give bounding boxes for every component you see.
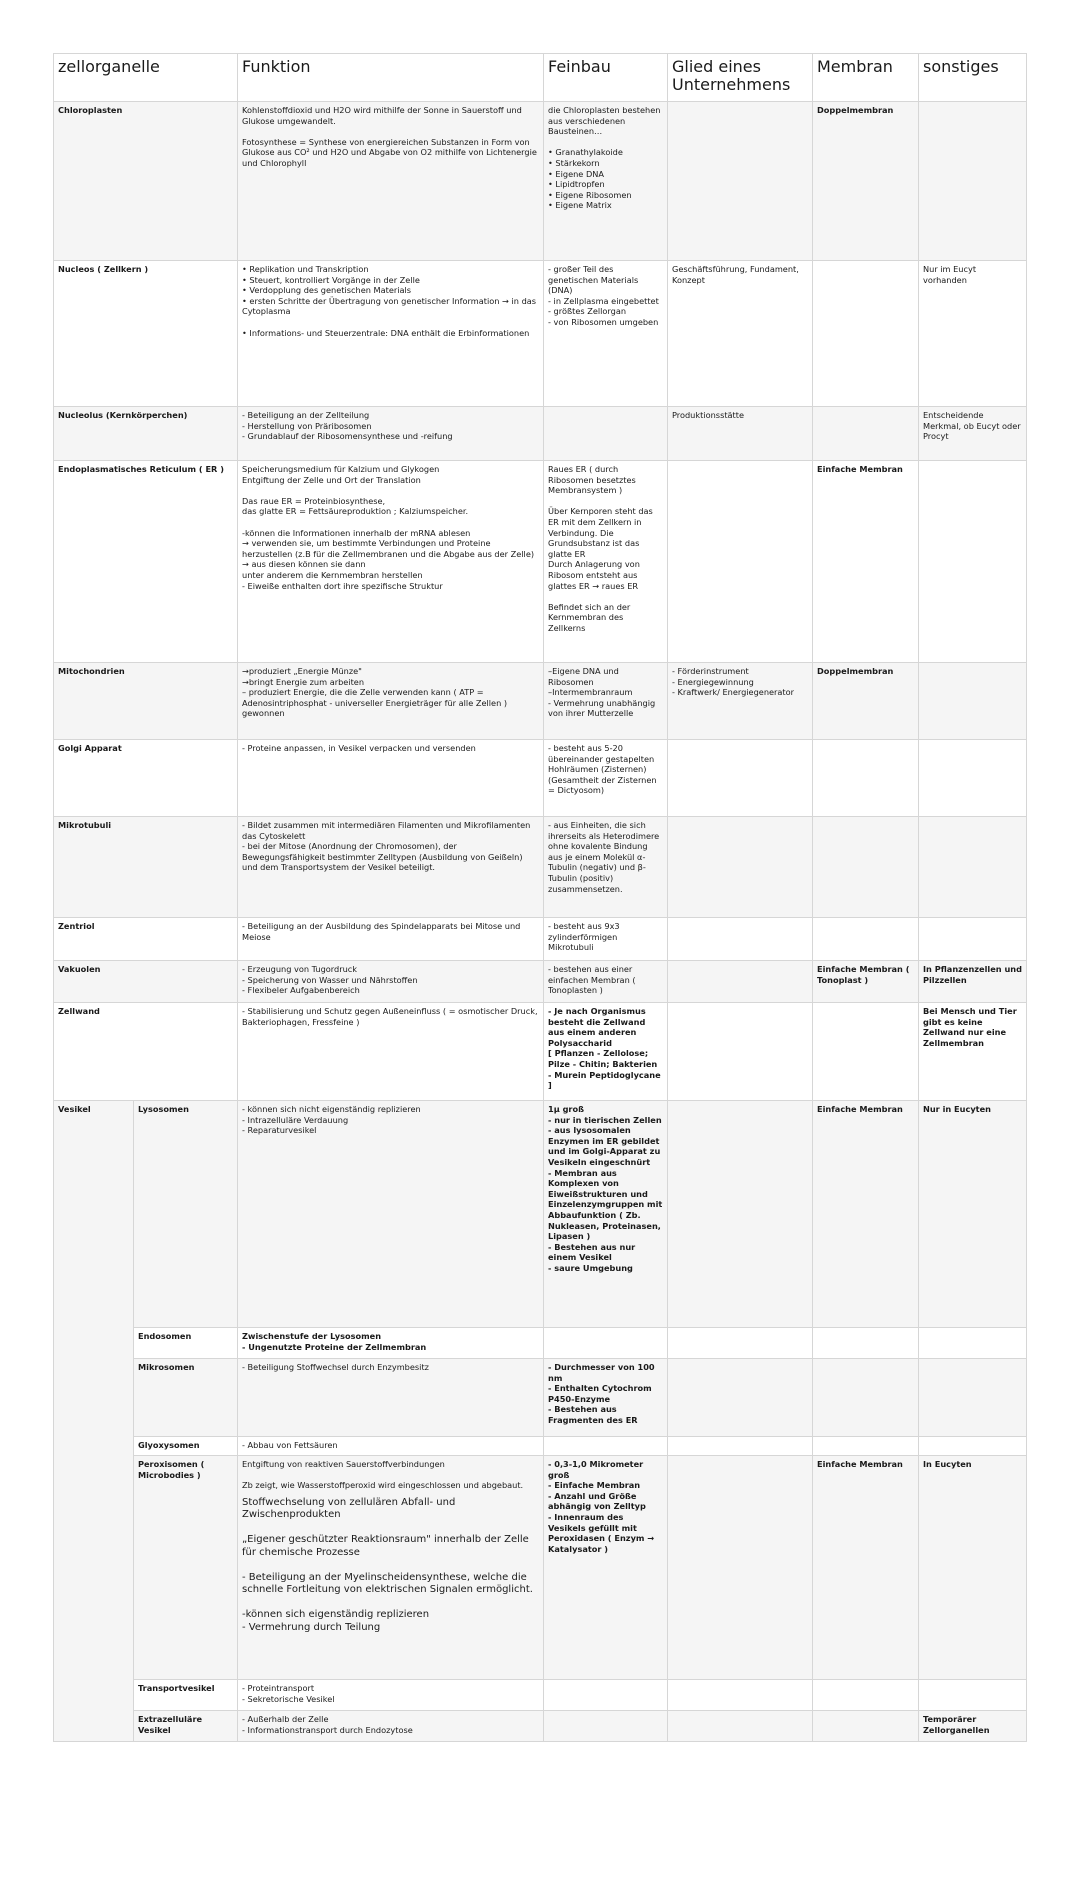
header-other: sonstiges xyxy=(919,54,1027,102)
row-name: Golgi Apparat xyxy=(54,740,238,817)
row-name: Endosomen xyxy=(134,1328,238,1359)
cell-membrane xyxy=(813,407,919,461)
row-name: Zentriol xyxy=(54,918,238,961)
row-name: Transportvesikel xyxy=(134,1680,238,1711)
cell-membrane xyxy=(813,918,919,961)
cell-other xyxy=(919,1437,1027,1456)
cell-membrane: Einfache Membran xyxy=(813,461,919,663)
cell-function: - Beteiligung Stoffwechsel durch Enzymbesitz xyxy=(238,1359,544,1437)
cell-function: Speicherungsmedium für Kalzium und Glykogen Entgiftung der Zelle und Ort der Translation Das raue ER = Proteinbiosynthese, das glatte ER = Fettsäureproduktion ; Kalziumspeicher. -können die Informationen innerhalb der mRNA ablesen → verwenden sie, um bestimmte Verbindungen und Proteine herzustellen (z.B für die Zellmembranen und die Abgabe aus der Zelle) → aus diesen können sie dann unter anderem die Kernmembran herstellen - Eiweiße enthalten dort ihre spezifische Struktur xyxy=(238,461,544,663)
cell-function: →produziert „Energie Münze" →bringt Energie zum arbeiten – produziert Energie, die die Zelle verwenden kann ( ATP = Adenosintriphosphat - universeller Energieträger für alle Zellen ) gewonnen xyxy=(238,663,544,740)
cell-structure xyxy=(544,407,668,461)
table-row xyxy=(54,261,1027,407)
cell-company: Geschäftsführung, Fundament, Konzept xyxy=(668,261,813,407)
organelle-table xyxy=(53,53,1027,1742)
cell-membrane: Einfache Membran ( Tonoplast ) xyxy=(813,961,919,1003)
row-name: Nucleos ( Zellkern ) xyxy=(54,261,238,407)
table-row xyxy=(54,1711,1027,1742)
row-name: Extrazelluläre Vesikel xyxy=(134,1711,238,1742)
cell-company: Produktionsstätte xyxy=(668,407,813,461)
table-row xyxy=(54,918,1027,961)
table-row xyxy=(54,663,1027,740)
cell-structure: - Durchmesser von 100 nm - Enthalten Cytochrom P450-Enzyme - Bestehen aus Fragmenten des ER xyxy=(544,1359,668,1437)
cell-company xyxy=(668,1003,813,1101)
table-row xyxy=(54,1359,1027,1437)
cell-structure: - besteht aus 9x3 zylinderförmigen Mikrotubuli xyxy=(544,918,668,961)
cell-membrane xyxy=(813,740,919,817)
cell-function xyxy=(238,1456,544,1680)
cell-membrane xyxy=(813,1711,919,1742)
organelle-table-sheet xyxy=(53,53,1026,1742)
cell-company xyxy=(668,1456,813,1680)
cell-other xyxy=(919,663,1027,740)
cell-function: - Proteintransport - Sekretorische Vesikel xyxy=(238,1680,544,1711)
cell-company: - Förderinstrument - Energiegewinnung - Kraftwerk/ Energiegenerator xyxy=(668,663,813,740)
cell-structure: - aus Einheiten, die sich ihrerseits als Heterodimere ohne kovalente Bindung aus je einem Molekül α-Tubulin (negativ) und β-Tubulin (positiv) zusammensetzen. xyxy=(544,817,668,918)
cell-membrane xyxy=(813,1003,919,1101)
row-name: Vakuolen xyxy=(54,961,238,1003)
table-row xyxy=(54,1328,1027,1359)
cell-function: - Proteine anpassen, in Vesikel verpacken und versenden xyxy=(238,740,544,817)
table-row xyxy=(54,1456,1027,1680)
cell-membrane: Doppelmembran xyxy=(813,102,919,261)
cell-structure: - bestehen aus einer einfachen Membran ( Tonoplasten ) xyxy=(544,961,668,1003)
cell-other: Entscheidende Merkmal, ob Eucyt oder Procyt xyxy=(919,407,1027,461)
row-name: Lysosomen xyxy=(134,1101,238,1328)
cell-other xyxy=(919,1328,1027,1359)
cell-structure xyxy=(544,1437,668,1456)
cell-other: Bei Mensch und Tier gibt es keine Zellwand nur eine Zellmembran xyxy=(919,1003,1027,1101)
row-name: Mikrotubuli xyxy=(54,817,238,918)
table-row xyxy=(54,1437,1027,1456)
cell-structure xyxy=(544,1328,668,1359)
cell-company xyxy=(668,918,813,961)
row-name: Zellwand xyxy=(54,1003,238,1101)
header-company: Glied eines Unternehmens xyxy=(668,54,813,102)
vesikel-group-name: Vesikel xyxy=(54,1101,134,1742)
cell-other xyxy=(919,740,1027,817)
cell-function: - Stabilisierung und Schutz gegen Außeneinfluss ( = osmotischer Druck, Bakteriophagen, Fressfeine ) xyxy=(238,1003,544,1101)
table-row xyxy=(54,961,1027,1003)
header-function: Funktion xyxy=(238,54,544,102)
table-row xyxy=(54,1680,1027,1711)
cell-function: - Erzeugung von Tugordruck - Speicherung von Wasser und Nährstoffen - Flexibeler Aufgabenbereich xyxy=(238,961,544,1003)
row-name: Chloroplasten xyxy=(54,102,238,261)
cell-structure: - 0,3-1,0 Mikrometer groß - Einfache Membran - Anzahl und Größe abhängig von Zelltyp - Innenraum des Vesikels gefüllt mit Peroxidasen ( Enzym → Katalysator ) xyxy=(544,1456,668,1680)
row-name: Mikrosomen xyxy=(134,1359,238,1437)
table-row xyxy=(54,102,1027,261)
cell-membrane: Einfache Membran xyxy=(813,1456,919,1680)
cell-other xyxy=(919,918,1027,961)
cell-structure: 1µ groß - nur in tierischen Zellen - aus lysosomalen Enzymen im ER gebildet und im Golgi-Apparat zu Vesikeln eingeschnürt - Membran aus Komplexen von Eiweißstrukturen und Einzelenzymgruppen mit Abbaufunktion ( Zb. Nukleasen, Proteinasen, Lipasen ) - Bestehen aus nur einem Vesikel - saure Umgebung xyxy=(544,1101,668,1328)
cell-membrane: Einfache Membran xyxy=(813,1101,919,1328)
cell-company xyxy=(668,1680,813,1711)
row-name: Nucleolus (Kernkörperchen) xyxy=(54,407,238,461)
cell-other xyxy=(919,102,1027,261)
table-row xyxy=(54,1101,1027,1328)
cell-other xyxy=(919,1359,1027,1437)
cell-structure: - Je nach Organismus besteht die Zellwand aus einem anderen Polysaccharid [ Pflanzen - Zellolose; Pilze - Chitin; Bakterien - Murein Peptidoglycane ] xyxy=(544,1003,668,1101)
cell-other: In Pflanzenzellen und Pilzzellen xyxy=(919,961,1027,1003)
cell-other xyxy=(919,461,1027,663)
cell-company xyxy=(668,1711,813,1742)
cell-company xyxy=(668,1328,813,1359)
row-name: Glyoxysomen xyxy=(134,1437,238,1456)
cell-function-detail: Entgiftung von reaktiven Sauerstoffverbindungen Zb zeigt, wie Wasserstoffperoxid wird eingeschlossen und abgebaut. xyxy=(242,1459,524,1491)
cell-company xyxy=(668,961,813,1003)
cell-other: Nur im Eucyt vorhanden xyxy=(919,261,1027,407)
cell-structure: die Chloroplasten bestehen aus verschiedenen Bausteinen… • Granathylakoide • Stärkekorn • Eigene DNA • Lipidtropfen • Eigene Ribosomen • Eigene Matrix xyxy=(544,102,668,261)
table-row xyxy=(54,461,1027,663)
table-row xyxy=(54,407,1027,461)
cell-structure xyxy=(544,1711,668,1742)
cell-other: Nur in Eucyten xyxy=(919,1101,1027,1328)
cell-function-notes: Stoffwechselung von zellulären Abfall- und Zwischenprodukten „Eigener geschützter Reaktionsraum" innerhalb der Zelle für chemische Prozesse - Beteiligung an der Myelinscheidensynthese, welche die schnelle Fortleitung von elektrischen Signalen ermöglicht. -können sich eigenständig replizieren - Vermehrung durch Teilung xyxy=(242,1496,533,1633)
cell-company xyxy=(668,102,813,261)
cell-function: - können sich nicht eigenständig replizieren - Intrazelluläre Verdauung - Reparaturvesikel xyxy=(238,1101,544,1328)
cell-function: • Replikation und Transkription • Steuert, kontrolliert Vorgänge in der Zelle • Verdopplung des genetischen Materials • ersten Schritte der Übertragung von genetischer Information → in das Cytoplasma • Informations- und Steuerzentrale: DNA enthält die Erbinformationen xyxy=(238,261,544,407)
cell-function: Kohlenstoffdioxid und H2O wird mithilfe der Sonne in Sauerstoff und Glukose umgewandelt. Fotosynthese = Synthese von energiereichen Substanzen in Form von Glukose aus CO² und H2O und Abgabe von O2 mithilfe von Lichtenergie und Chlorophyll xyxy=(238,102,544,261)
table-row xyxy=(54,740,1027,817)
cell-membrane xyxy=(813,261,919,407)
cell-company xyxy=(668,1437,813,1456)
cell-other xyxy=(919,1680,1027,1711)
cell-structure: –Eigene DNA und Ribosomen –Intermembranraum - Vermehrung unabhängig von ihrer Mutterzelle xyxy=(544,663,668,740)
cell-other xyxy=(919,817,1027,918)
header-structure: Feinbau xyxy=(544,54,668,102)
cell-function: - Abbau von Fettsäuren xyxy=(238,1437,544,1456)
cell-company xyxy=(668,817,813,918)
cell-membrane xyxy=(813,1328,919,1359)
cell-function: Zwischenstufe der Lysosomen - Ungenutzte Proteine der Zellmembran xyxy=(238,1328,544,1359)
cell-company xyxy=(668,1101,813,1328)
cell-other: Temporärer Zellorganellen xyxy=(919,1711,1027,1742)
row-name: Peroxisomen ( Microbodies ) xyxy=(134,1456,238,1680)
cell-membrane: Doppelmembran xyxy=(813,663,919,740)
cell-company xyxy=(668,461,813,663)
cell-function: - Bildet zusammen mit intermediären Filamenten und Mikrofilamenten das Cytoskelett - bei der Mitose (Anordnung der Chromosomen), der Bewegungsfähigkeit bestimmter Zelltypen (Ausbildung von Geißeln) und dem Transportsystem der Vesikel beteiligt. xyxy=(238,817,544,918)
header-organelle: zellorganelle xyxy=(54,54,238,102)
cell-membrane xyxy=(813,817,919,918)
cell-structure: - großer Teil des genetischen Materials (DNA) - in Zellplasma eingebettet - größtes Zellorgan - von Ribosomen umgeben xyxy=(544,261,668,407)
cell-function: - Beteiligung an der Zellteilung - Herstellung von Präribosomen - Grundablauf der Ribosomensynthese und -reifung xyxy=(238,407,544,461)
header-membrane: Membran xyxy=(813,54,919,102)
cell-other: In Eucyten xyxy=(919,1456,1027,1680)
cell-membrane xyxy=(813,1680,919,1711)
row-name: Endoplasmatisches Reticulum ( ER ) xyxy=(54,461,238,663)
cell-structure: - besteht aus 5-20 übereinander gestapelten Hohlräumen (Zisternen) (Gesamtheit der Zisternen = Dictyosom) xyxy=(544,740,668,817)
cell-function: - Beteiligung an der Ausbildung des Spindelapparats bei Mitose und Meiose xyxy=(238,918,544,961)
cell-company xyxy=(668,1359,813,1437)
cell-function: - Außerhalb der Zelle - Informationstransport durch Endozytose xyxy=(238,1711,544,1742)
table-row xyxy=(54,817,1027,918)
header-row xyxy=(54,54,1027,102)
row-name: Mitochondrien xyxy=(54,663,238,740)
table-row xyxy=(54,1003,1027,1101)
cell-membrane xyxy=(813,1359,919,1437)
cell-membrane xyxy=(813,1437,919,1456)
cell-company xyxy=(668,740,813,817)
cell-structure: Raues ER ( durch Ribosomen besetztes Membransystem ) Über Kernporen steht das ER mit dem Zellkern in Verbindung. Die Grundsubstanz ist das glatte ER Durch Anlagerung von Ribosom entsteht aus glattes ER → raues ER Befindet sich an der Kernmembran des Zellkerns xyxy=(544,461,668,663)
cell-structure xyxy=(544,1680,668,1711)
